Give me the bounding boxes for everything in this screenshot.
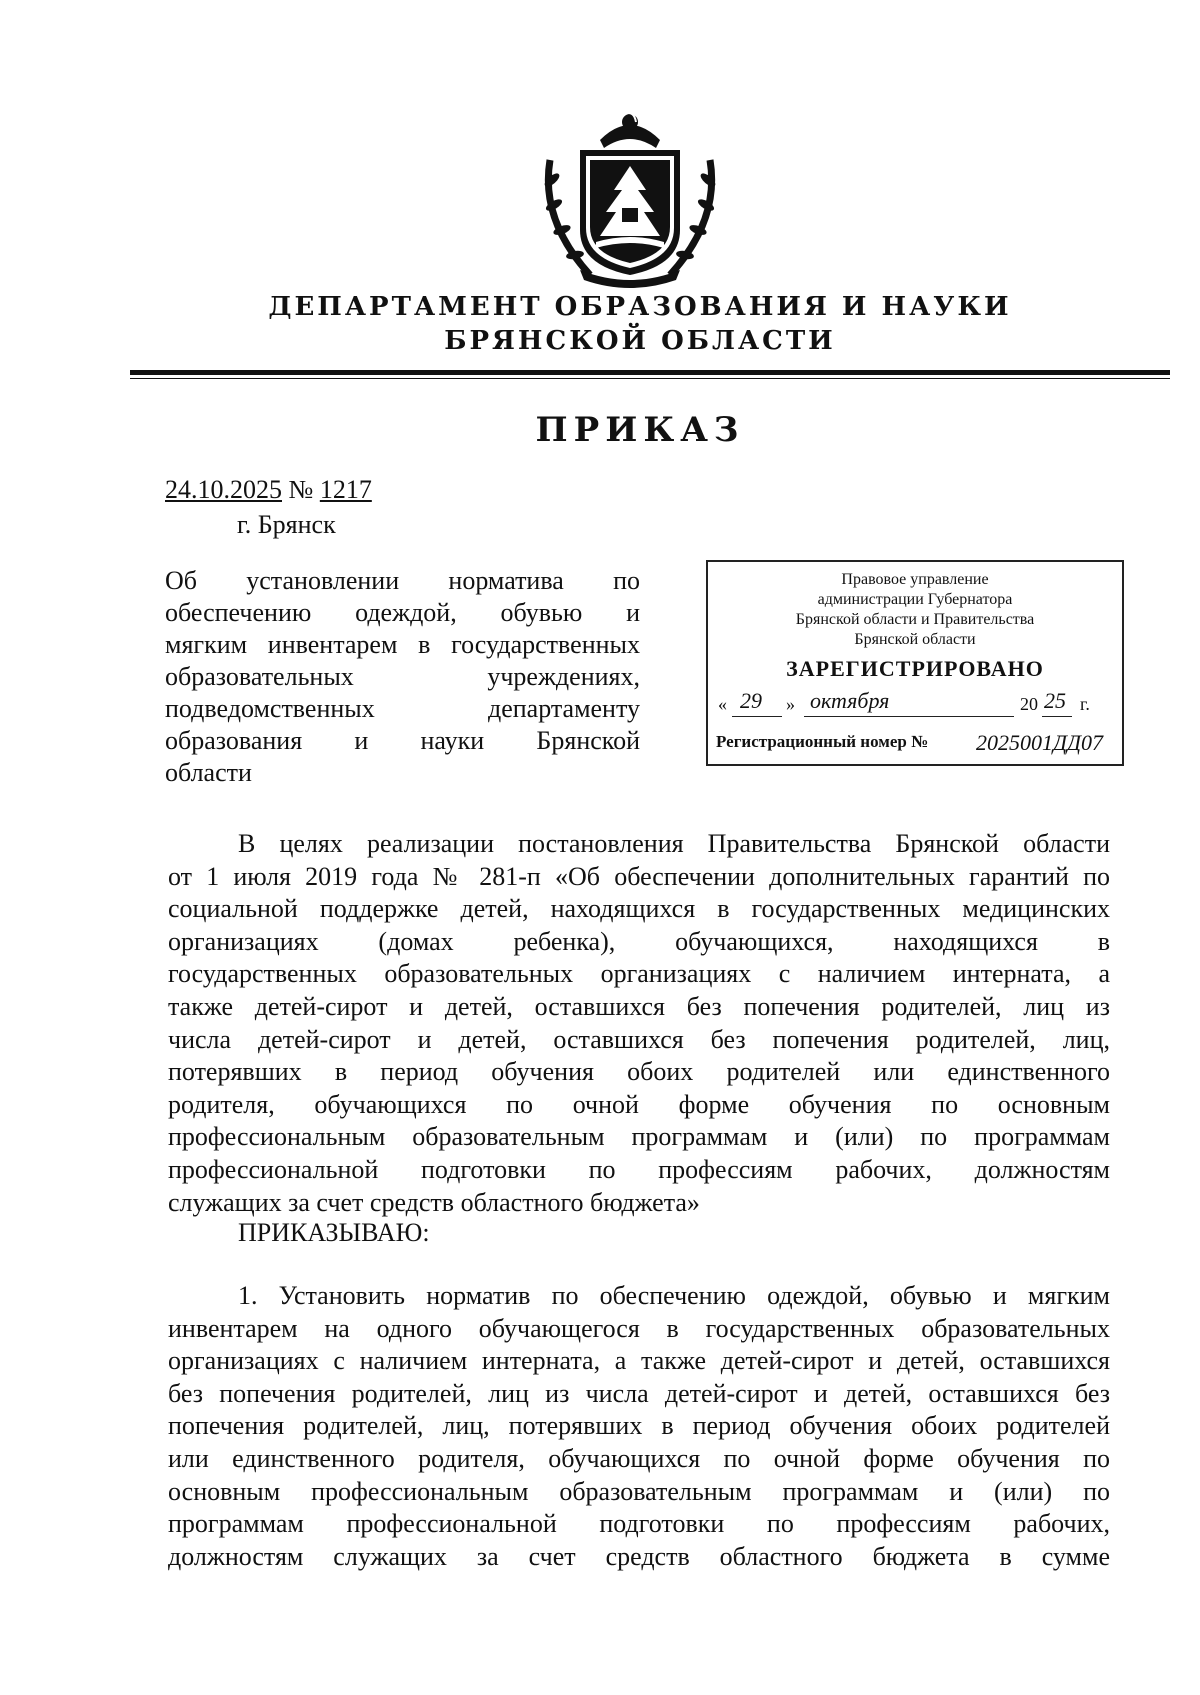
text-line: служащих за счет средств областного бюджета» [168,1187,700,1217]
header-divider-thin [130,378,1170,379]
stamp-month-underline [804,716,1014,717]
text-line: родителя, обучающихся по очной форме обучения по основным [168,1089,1110,1119]
text-line: попечения родителей, лиц, потерявших в период обучения обоих родителей [168,1411,1110,1441]
text-line: организациях (домах ребенка), обучающихся, находящихся в [168,926,1110,956]
document-title: ПРИКАЗ [535,410,745,450]
stamp-year-suffix: 25 [1044,688,1066,713]
document-date-number [165,475,372,505]
text-line: или единственного родителя, обучающихся по очной форме обучения по [168,1443,1110,1473]
text-line: профессиональной подготовки по профессиям рабочих, должностям [168,1154,1110,1184]
subject-line: области [165,758,252,787]
order-word: ПРИКАЗЫВАЮ: [238,1218,430,1247]
stamp-reg-label: Регистрационный номер № [716,732,929,751]
text-line: числа детей-сирот и детей, оставшихся без попечения родителей, лиц, [168,1024,1110,1054]
text-line: инвентарем на одного обучающегося в государственных образовательных [168,1313,1110,1343]
text-line: также детей-сирот и детей, оставшихся без попечения родителей, лиц из [168,991,1110,1021]
stamp-day: 29 [740,688,762,713]
subject-line: образовательных учреждениях, [165,662,640,691]
stamp-year-prefix: 20 [1020,694,1038,714]
preamble-paragraph [168,828,1110,1219]
stamp-date-line [708,686,1122,720]
clause-1-paragraph [168,1280,1110,1573]
department-name-line2: БРЯНСКОЙ ОБЛАСТИ [444,326,836,356]
document-subject [165,565,640,789]
stamp-reg-number: 2025001ДД07 [976,730,1103,755]
text-line: социальной поддержке детей, находящихся в государственных медицинских [168,894,1110,924]
subject-line: обеспечению одеждой, обувью и [165,598,640,627]
stamp-line: Брянской области [854,631,976,648]
text-line: должностям служащих за счет средств областного бюджета в сумме [168,1541,1110,1571]
text-line: основным профессиональным образовательным программам и (или) по [168,1476,1110,1506]
text-line: без попечения родителей, лиц из числа детей-сирот и детей, оставшихся без [168,1378,1110,1408]
subject-line: образования и науки Брянской [165,726,640,755]
registration-stamp [706,560,1124,766]
subject-line: Об установлении норматива по [165,566,640,595]
stamp-day-underline [732,716,782,717]
stamp-close-quote: » [786,694,795,714]
stamp-year-underline [1042,716,1072,717]
stamp-month: октября [810,688,890,713]
text-line: от 1 июля 2019 года № 281-п «Об обеспечении дополнительных гарантий по [168,861,1110,891]
text-line: профессиональным образовательным программам и (или) по программам [168,1122,1110,1152]
subject-line: мягким инвентарем в государственных [165,630,640,659]
document-date: 24.10.2025 [165,475,282,504]
text-line: государственных образовательных организациях с наличием интерната, а [168,959,1110,989]
number-sign: № [288,475,314,504]
department-name-line1: ДЕПАРТАМЕНТ ОБРАЗОВАНИЯ И НАУКИ [268,292,1012,322]
subject-line: подведомственных департаменту [165,694,640,723]
stamp-line: Правовое управление [841,571,989,588]
coat-of-arms-emblem [530,100,730,288]
header-divider-thick [130,370,1170,375]
stamp-open-quote: « [718,694,727,714]
document-number: 1217 [319,475,372,504]
stamp-year-mark: г. [1080,694,1090,714]
stamp-registration-number-line [708,728,1122,758]
text-line: 1. Установить норматив по обеспечению одеждой, обувью и мягким [238,1281,1110,1310]
text-line: программам профессиональной подготовки по профессиям рабочих, [168,1509,1110,1539]
stamp-registered-label: ЗАРЕГИСТРИРОВАНО [786,656,1044,681]
stamp-line: администрации Губернатора [817,591,1013,608]
stamp-line: Брянской области и Правительства [795,611,1035,628]
text-line: потерявших в период обучения обоих родителей или единственного [168,1057,1110,1087]
document-city: г. Брянск [237,510,336,539]
text-line: организациях с наличием интерната, а также детей-сирот и детей, оставшихся [168,1346,1110,1376]
text-line: В целях реализации постановления Правительства Брянской области [238,829,1110,858]
